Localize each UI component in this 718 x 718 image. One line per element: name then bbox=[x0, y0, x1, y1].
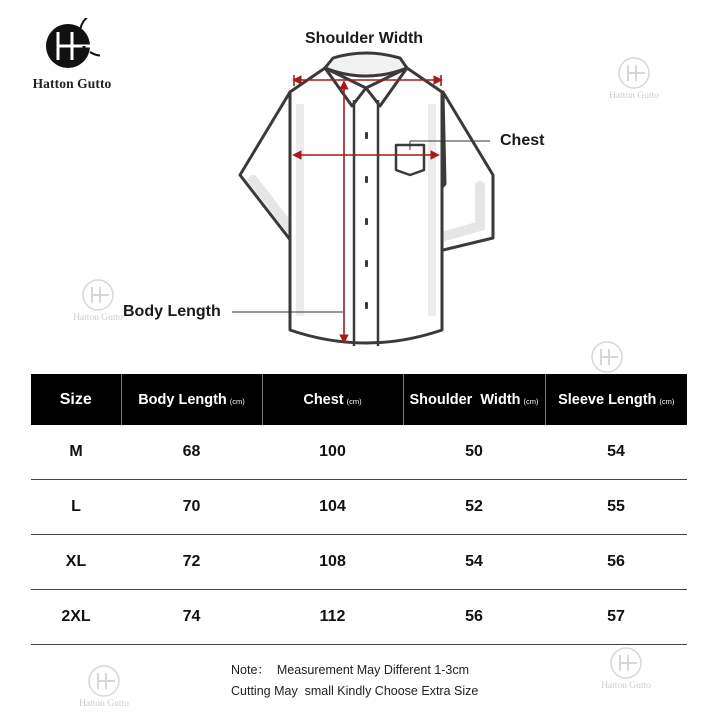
cell-shoulder-width: 54 bbox=[403, 535, 545, 590]
table-row bbox=[31, 590, 687, 645]
watermark: Hatton Gutto bbox=[594, 56, 674, 101]
table-row bbox=[31, 535, 687, 590]
note-line-1: Note： Measurement May Different 1-3cm bbox=[231, 663, 470, 677]
cell-body-length: 74 bbox=[121, 590, 262, 645]
header-chest: Chest (cm) bbox=[262, 374, 403, 425]
cell-chest: 100 bbox=[262, 425, 403, 480]
cell-sleeve-length: 54 bbox=[545, 425, 687, 480]
cell-sleeve-length: 56 bbox=[545, 535, 687, 590]
table-row bbox=[31, 425, 687, 480]
cell-chest: 112 bbox=[262, 590, 403, 645]
cell-size: M bbox=[31, 425, 121, 480]
cell-body-length: 72 bbox=[121, 535, 262, 590]
cell-chest: 108 bbox=[262, 535, 403, 590]
table-header-row bbox=[31, 374, 687, 425]
size-chart-table bbox=[31, 374, 687, 645]
cell-size: L bbox=[31, 480, 121, 535]
cell-shoulder-width: 50 bbox=[403, 425, 545, 480]
header-body-length: Body Length (cm) bbox=[121, 374, 262, 425]
shirt-body bbox=[290, 68, 442, 343]
header-size: Size bbox=[31, 374, 121, 425]
cell-size: 2XL bbox=[31, 590, 121, 645]
cell-body-length: 70 bbox=[121, 480, 262, 535]
hg-watermark-icon bbox=[609, 646, 643, 680]
cell-sleeve-length: 57 bbox=[545, 590, 687, 645]
hg-watermark-icon bbox=[87, 664, 121, 698]
measurement-note bbox=[231, 660, 478, 702]
shoulder-width-label: Shoulder Width bbox=[305, 30, 424, 47]
brand-name: Hatton Gutto bbox=[32, 76, 112, 91]
cell-chest: 104 bbox=[262, 480, 403, 535]
watermark: Hatton Gutto bbox=[64, 664, 144, 709]
cell-body-length: 68 bbox=[121, 425, 262, 480]
watermark: Hatton Gutto bbox=[586, 646, 666, 691]
table-row bbox=[31, 480, 687, 535]
chest-label: Chest bbox=[500, 132, 545, 149]
note-line-2: Cutting May small Kindly Choose Extra Size bbox=[231, 684, 479, 698]
cell-shoulder-width: 52 bbox=[403, 480, 545, 535]
header-shoulder-width: Shoulder Width (cm) bbox=[403, 374, 545, 425]
cell-sleeve-length: 55 bbox=[545, 480, 687, 535]
watermark: Hatton Gutto bbox=[58, 278, 138, 323]
header-sleeve-length: Sleeve Length (cm) bbox=[545, 374, 687, 425]
cell-shoulder-width: 56 bbox=[403, 590, 545, 645]
cell-size: XL bbox=[31, 535, 121, 590]
body-length-label: Body Length bbox=[123, 303, 221, 320]
